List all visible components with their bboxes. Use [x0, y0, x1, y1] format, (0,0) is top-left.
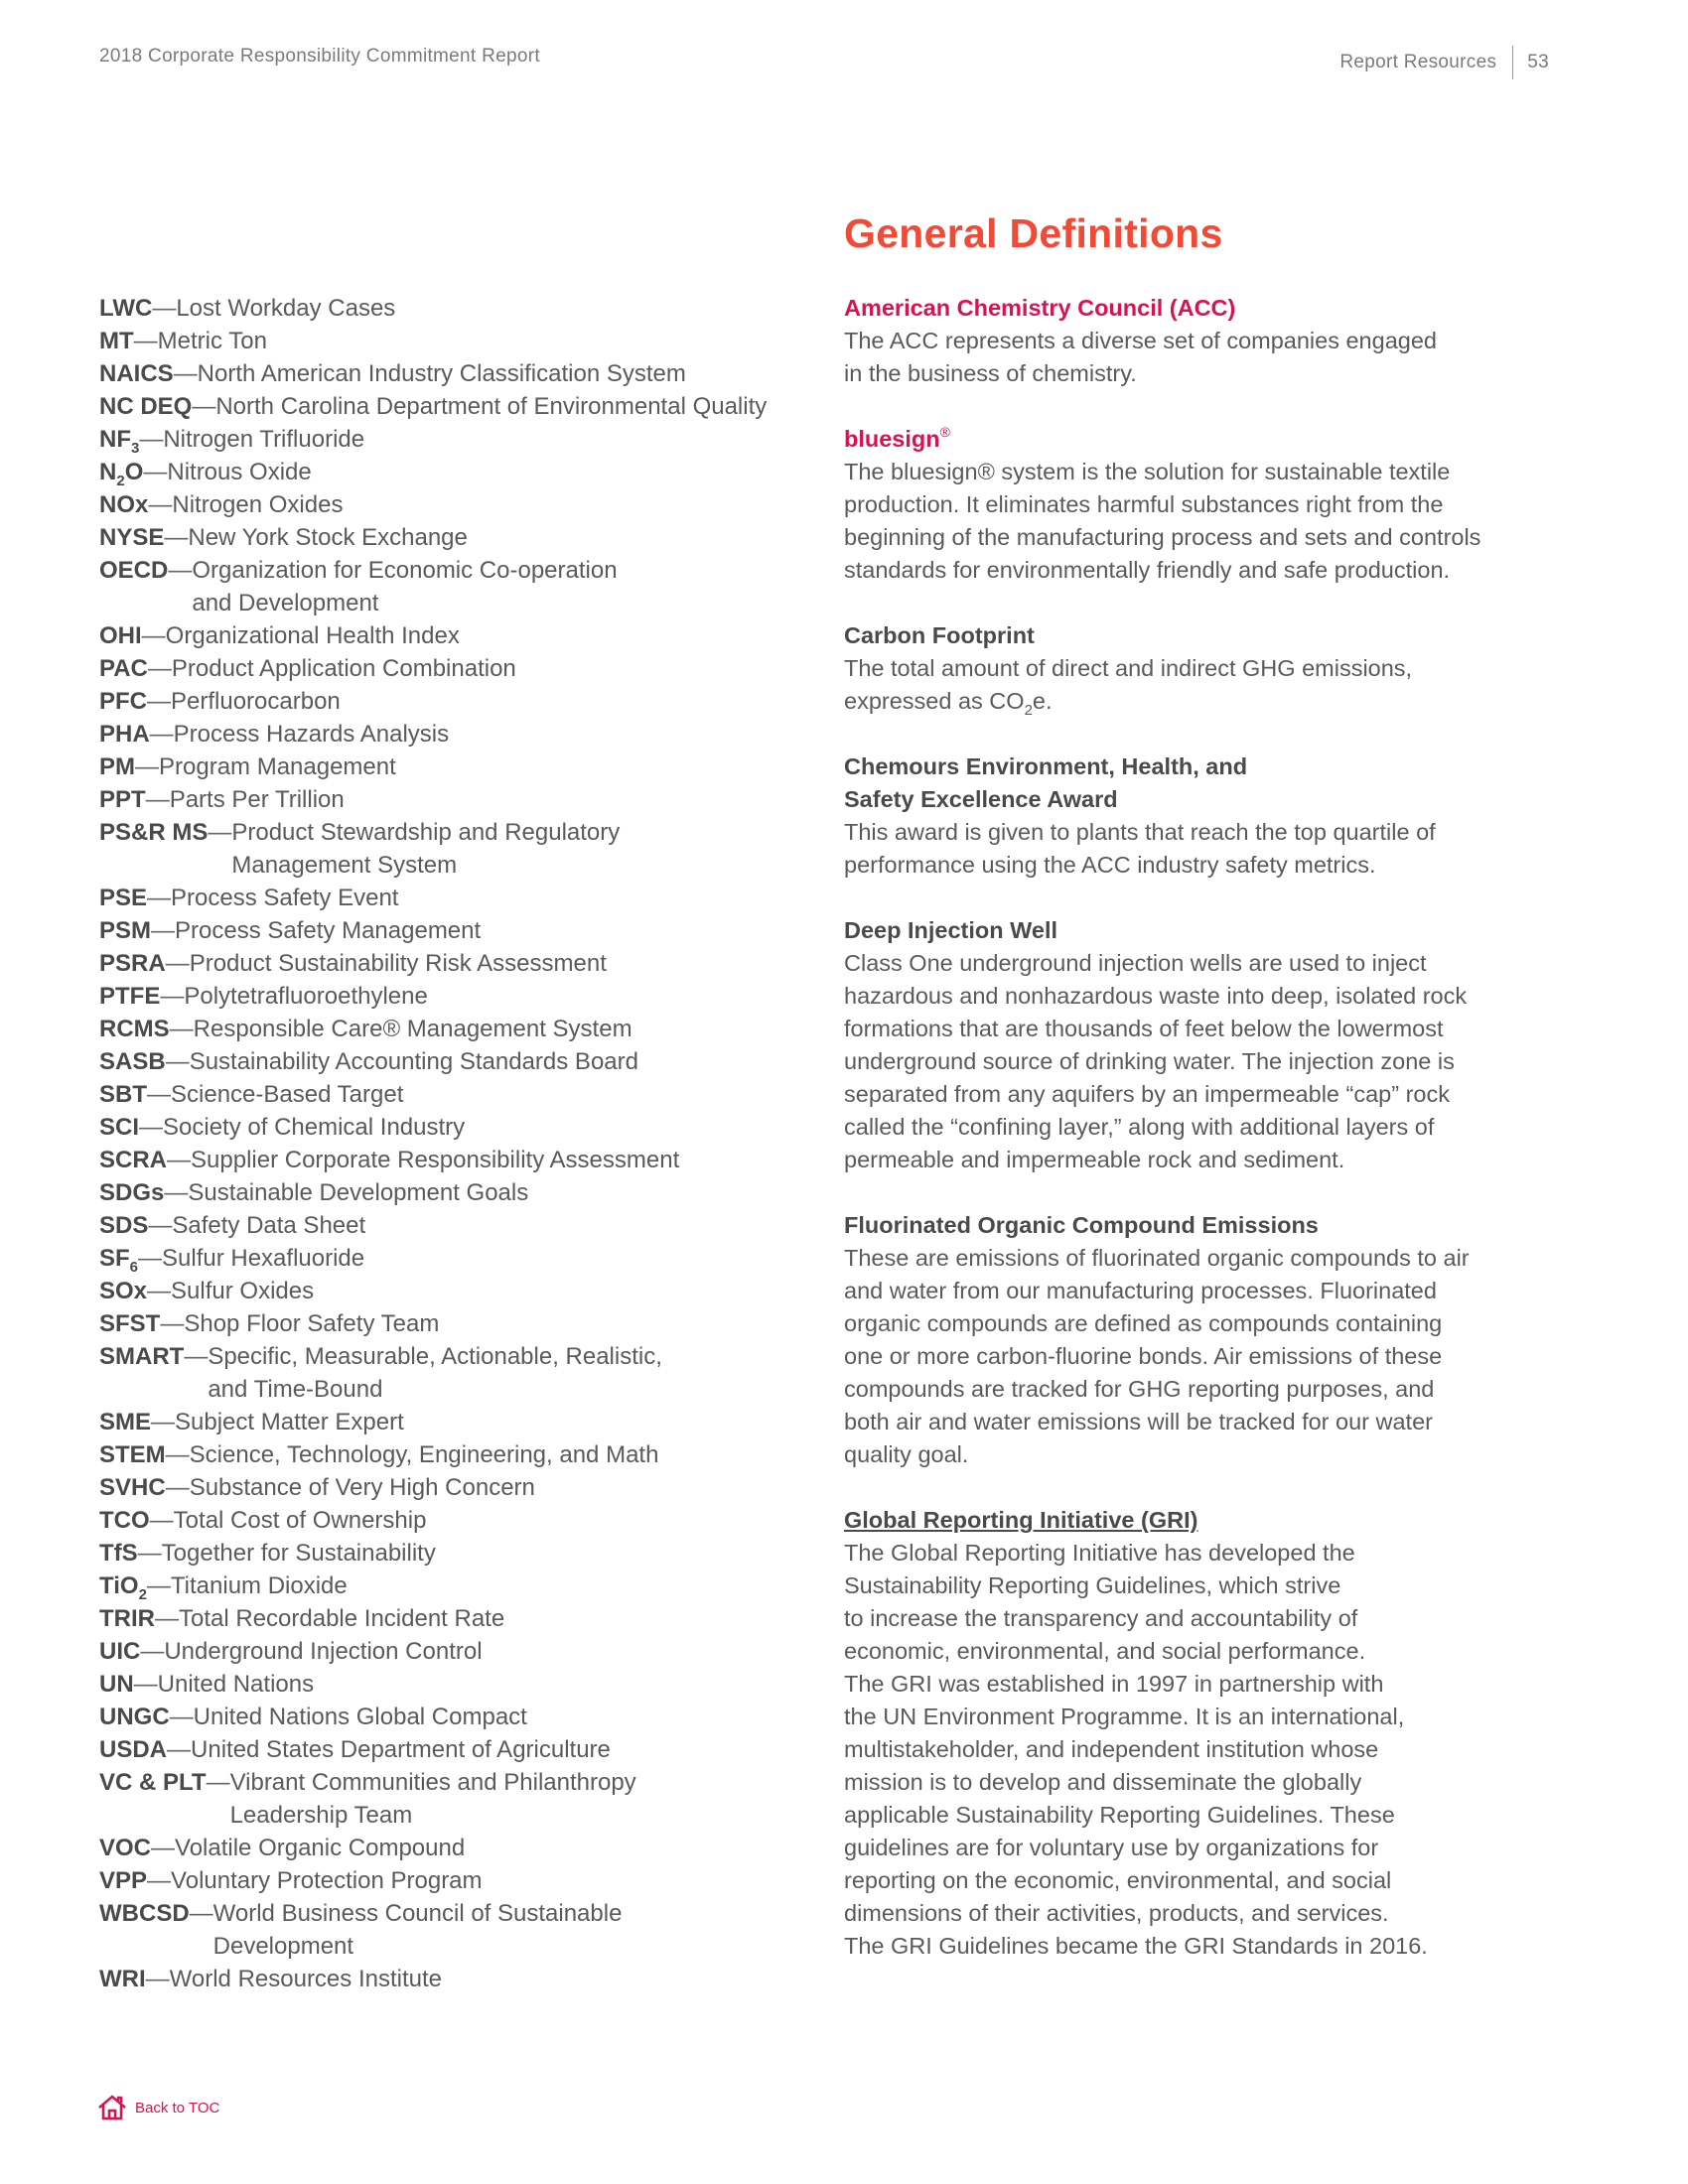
acronym-list: [99, 292, 767, 1995]
header-divider: [1512, 46, 1513, 79]
em-dash: —: [206, 1769, 230, 1796]
em-dash: —: [168, 557, 193, 584]
acronym-definition: Supplier Corporate Responsibility Assessment: [191, 1147, 680, 1173]
acronym-item: [99, 1209, 767, 1242]
acronym-abbr: [99, 1078, 147, 1111]
acronym-subscript: 2: [116, 473, 125, 489]
acronym-definition: Product Application Combination: [171, 655, 516, 682]
acronym-definition: North American Industry Classification System: [197, 360, 686, 387]
definition-body: [844, 456, 1559, 587]
body-text: The ACC represents a diverse set of companies engaged in the business of chemistry.: [844, 328, 1437, 386]
acronym-subscript: 3: [131, 440, 140, 457]
acronym-item: [99, 488, 767, 521]
definition-body: [844, 1537, 1559, 1963]
em-dash: —: [147, 655, 172, 682]
report-title: 2018 Corporate Responsibility Commitment Report: [99, 46, 540, 67]
acronym-abbr: [99, 521, 164, 554]
acronym-item: [99, 325, 767, 357]
acronym-subscript: 6: [129, 1259, 139, 1276]
em-dash: —: [151, 1835, 176, 1861]
acronym-abbr: [99, 652, 148, 685]
acronym-text: MT: [99, 328, 134, 354]
acronym-text: NAICS: [99, 360, 174, 387]
definition-term: [844, 751, 1559, 816]
acronym-abbr: [99, 619, 142, 652]
acronym-definition: New York Stock Exchange: [188, 524, 468, 551]
acronym-abbr: [99, 783, 146, 816]
em-dash: —: [139, 426, 164, 453]
acronym-text: OHI: [99, 622, 142, 649]
definition-entry: [844, 914, 1559, 1176]
acronym-text: SDGs: [99, 1179, 165, 1206]
acronym-abbr: [99, 456, 143, 488]
acronym-abbr: [99, 1504, 150, 1537]
definition-entry: [844, 751, 1559, 882]
em-dash: —: [192, 393, 216, 420]
acronym-definition: Underground Injection Control: [164, 1638, 483, 1665]
acronym-abbr: [99, 292, 152, 325]
acronym-text: SVHC: [99, 1474, 166, 1501]
definition-body: [844, 1242, 1559, 1471]
acronym-text: TCO: [99, 1507, 150, 1534]
acronym-text: SOx: [99, 1278, 148, 1304]
acronym-item: [99, 751, 767, 783]
acronym-definition: North Carolina Department of Environmental Quality: [215, 393, 768, 420]
acronym-text: OECD: [99, 557, 169, 584]
acronym-definition: Vibrant Communities and Philanthropy Leadership Team: [229, 1769, 636, 1829]
acronym-definition: Titanium Dioxide: [170, 1572, 348, 1599]
em-dash: —: [147, 1081, 171, 1108]
acronym-abbr: [99, 1766, 207, 1832]
acronym-definition: Metric Ton: [157, 328, 267, 354]
acronym-item: [99, 1013, 767, 1045]
acronym-definition: Subject Matter Expert: [175, 1409, 404, 1435]
acronym-definition: Process Safety Event: [171, 885, 399, 911]
acronym-abbr: [99, 1144, 167, 1176]
acronym-item: [99, 718, 767, 751]
acronym-item: [99, 1144, 767, 1176]
acronym-item: [99, 1111, 767, 1144]
acronym-item: [99, 1963, 767, 1995]
em-dash: —: [165, 1441, 190, 1468]
acronym-item: [99, 816, 767, 882]
acronym-text-after: O: [124, 459, 144, 485]
body-text: Class One underground injection wells are used to inject hazardous and nonhazardous waste into deep, isolated rock formations that are thousands of feet below the lowermost underground source of drinking water. The injection zone is separated from any aquifers by an impermeable “cap” rock called the “confining layer,” along with additional layers of permeable and impermeable rock and sediment.: [844, 950, 1468, 1172]
acronym-item: [99, 521, 767, 554]
definition-body: [844, 816, 1559, 882]
acronym-abbr: [99, 718, 150, 751]
body-text: This award is given to plants that reach the top quartile of performance using the ACC industry safety metrics.: [844, 819, 1436, 878]
acronym-abbr: [99, 1701, 170, 1733]
acronym-text: SCI: [99, 1114, 140, 1141]
acronym-item: [99, 980, 767, 1013]
acronym-abbr: [99, 882, 147, 914]
acronym-text: WRI: [99, 1966, 146, 1992]
acronym-definition: Parts Per Trillion: [169, 786, 345, 813]
acronym-text: VOC: [99, 1835, 152, 1861]
acronym-item: [99, 619, 767, 652]
acronym-text: SME: [99, 1409, 152, 1435]
em-dash: —: [147, 1867, 172, 1894]
em-dash: —: [135, 753, 159, 780]
acronym-definition: Lost Workday Cases: [176, 295, 396, 322]
acronym-item: [99, 554, 767, 619]
acronym-definition: Organization for Economic Co-operation and Development: [192, 557, 618, 616]
acronym-abbr: [99, 1045, 166, 1078]
acronym-text: TRIR: [99, 1605, 155, 1632]
em-dash: —: [133, 328, 158, 354]
acronym-abbr: [99, 325, 134, 357]
em-dash: —: [208, 819, 232, 846]
em-dash: —: [147, 885, 172, 911]
acronym-definition: Safety Data Sheet: [172, 1212, 366, 1239]
acronym-abbr: [99, 1340, 184, 1406]
acronym-item: [99, 456, 767, 488]
em-dash: —: [160, 1310, 185, 1337]
acronym-definition: Science-Based Target: [171, 1081, 404, 1108]
acronym-item: [99, 1701, 767, 1733]
definition-body: [844, 325, 1559, 390]
em-dash: —: [147, 1278, 172, 1304]
acronym-definition: Perfluorocarbon: [171, 688, 341, 715]
acronym-abbr: [99, 1635, 140, 1668]
em-dash: —: [155, 1605, 179, 1632]
em-dash: —: [137, 1540, 162, 1567]
acronym-item: [99, 1832, 767, 1864]
em-dash: —: [173, 360, 198, 387]
acronym-item: [99, 1471, 767, 1504]
definition-entry: [844, 619, 1559, 718]
acronym-item: [99, 947, 767, 980]
acronym-item: [99, 685, 767, 718]
em-dash: —: [146, 1572, 171, 1599]
acronym-text: PSM: [99, 917, 152, 944]
acronym-text: NC DEQ: [99, 393, 193, 420]
em-dash: —: [145, 1966, 170, 1992]
definition-term: [844, 1209, 1559, 1242]
section-label: Report Resources: [1339, 52, 1497, 72]
acronym-abbr: [99, 1176, 164, 1209]
em-dash: —: [165, 1048, 190, 1075]
acronym-abbr: [99, 1209, 148, 1242]
em-dash: —: [169, 1016, 194, 1042]
term-text: Carbon Footprint: [844, 622, 1035, 648]
acronym-abbr: [99, 1897, 190, 1963]
acronym-item: [99, 423, 767, 456]
definition-term[interactable]: [844, 1504, 1559, 1537]
acronym-abbr: [99, 914, 151, 947]
acronym-abbr: [99, 1864, 147, 1897]
acronym-item: [99, 1668, 767, 1701]
acronym-item: [99, 292, 767, 325]
acronym-definition: Total Cost of Ownership: [173, 1507, 427, 1534]
acronym-text: NYSE: [99, 524, 165, 551]
acronym-item: [99, 1504, 767, 1537]
acronym-text: SCRA: [99, 1147, 168, 1173]
acronym-text: NF: [99, 426, 131, 453]
acronym-abbr: [99, 1307, 160, 1340]
definition-term: [844, 619, 1559, 652]
acronym-definition: Specific, Measurable, Actionable, Realistic, and Time-Bound: [208, 1343, 662, 1403]
term-text: bluesign: [844, 426, 940, 452]
acronym-definition: Shop Floor Safety Team: [184, 1310, 440, 1337]
acronym-definition: Sulfur Oxides: [171, 1278, 315, 1304]
acronym-definition: Nitrogen Oxides: [172, 491, 344, 518]
definition-entry: [844, 423, 1559, 587]
acronym-abbr: [99, 751, 135, 783]
acronym-text: PM: [99, 753, 135, 780]
definitions-list: [844, 292, 1559, 1995]
acronym-abbr: [99, 1963, 146, 1995]
acronym-item: [99, 1438, 767, 1471]
acronym-definition: United Nations Global Compact: [193, 1704, 527, 1730]
acronym-text: PFC: [99, 688, 147, 715]
acronym-definition: World Business Council of Sustainable Development: [212, 1900, 623, 1960]
acronym-text: SF: [99, 1245, 130, 1272]
em-dash: —: [189, 1900, 213, 1927]
acronym-text: TiO: [99, 1572, 139, 1599]
definition-term: [844, 423, 1559, 456]
acronym-definition: Process Safety Management: [175, 917, 482, 944]
acronym-text: SMART: [99, 1343, 185, 1370]
acronym-definition: Organizational Health Index: [165, 622, 460, 649]
acronym-item: [99, 1275, 767, 1307]
acronym-item: [99, 1766, 767, 1832]
acronym-item: [99, 1864, 767, 1897]
acronym-abbr: [99, 1537, 138, 1570]
acronym-definition: Process Hazards Analysis: [173, 721, 450, 748]
acronym-item: [99, 1897, 767, 1963]
acronym-text: SBT: [99, 1081, 147, 1108]
acronym-definition: Society of Chemical Industry: [163, 1114, 466, 1141]
acronym-abbr: [99, 423, 139, 456]
acronym-definition: Nitrogen Trifluoride: [163, 426, 365, 453]
term-text: Chemours Environment, Health, and Safety Excellence Award: [844, 753, 1248, 812]
body-text: The bluesign® system is the solution for sustainable textile production. It eliminates harmful substances right from the beginning of the manufacturing process and sets and controls standards for environmentally friendly and safe production.: [844, 459, 1481, 583]
back-to-toc-link[interactable]: [97, 2095, 219, 2120]
em-dash: —: [151, 917, 176, 944]
em-dash: —: [133, 1671, 158, 1698]
definition-body: [844, 652, 1559, 718]
acronym-abbr: [99, 1242, 138, 1275]
acronym-text: VPP: [99, 1867, 148, 1894]
acronym-item: [99, 652, 767, 685]
acronym-item: [99, 357, 767, 390]
em-dash: —: [167, 1147, 192, 1173]
acronym-item: [99, 1307, 767, 1340]
acronym-item: [99, 1570, 767, 1602]
acronym-abbr: [99, 816, 208, 882]
acronym-definition: Program Management: [159, 753, 396, 780]
definition-term: [844, 914, 1559, 947]
acronym-definition: Sulfur Hexafluoride: [162, 1245, 365, 1272]
em-dash: —: [151, 1409, 176, 1435]
em-dash: —: [169, 1704, 194, 1730]
acronym-item: [99, 783, 767, 816]
acronym-item: [99, 1602, 767, 1635]
acronym-definition: Science, Technology, Engineering, and Math: [189, 1441, 659, 1468]
acronym-text: UNGC: [99, 1704, 170, 1730]
acronym-text: VC & PLT: [99, 1769, 207, 1796]
back-to-toc-label: Back to TOC: [135, 2099, 220, 2116]
acronym-definition: United States Department of Agriculture: [191, 1736, 611, 1763]
acronym-text: SDS: [99, 1212, 149, 1239]
definition-entry: [844, 292, 1559, 390]
acronym-item: [99, 914, 767, 947]
em-dash: —: [165, 950, 190, 977]
body-text: The total amount of direct and indirect GHG emissions, expressed as CO: [844, 655, 1413, 714]
definition-entry: [844, 1209, 1559, 1471]
definition-entry: [844, 1504, 1559, 1963]
acronym-item: [99, 1406, 767, 1438]
acronym-abbr: [99, 1438, 166, 1471]
acronym-abbr: [99, 1013, 170, 1045]
em-dash: —: [145, 786, 170, 813]
em-dash: —: [139, 1114, 164, 1141]
em-dash: —: [140, 1638, 165, 1665]
acronym-subscript: 2: [138, 1586, 147, 1603]
home-icon: [97, 2095, 127, 2120]
acronym-definition: Sustainable Development Goals: [188, 1179, 529, 1206]
acronym-definition: Nitrous Oxide: [167, 459, 312, 485]
definition-term: [844, 292, 1559, 325]
acronym-abbr: [99, 1733, 167, 1766]
body-text: These are emissions of fluorinated organic compounds to air and water from our manufacturing processes. Fluorinated organic compounds are defined as compounds containing one or more carbon-fluorine bonds. Air emissions of these compounds are tracked for GHG reporting purposes, and both air and water emissions will be tracked for our water quality goal.: [844, 1245, 1470, 1467]
acronym-text: PSRA: [99, 950, 166, 977]
page-number: 53: [1527, 52, 1549, 72]
acronym-text: LWC: [99, 295, 153, 322]
acronym-item: [99, 882, 767, 914]
em-dash: —: [152, 295, 177, 322]
acronym-abbr: [99, 980, 160, 1013]
acronym-item: [99, 1242, 767, 1275]
acronym-text: TfS: [99, 1540, 138, 1567]
acronym-definition: Sustainability Accounting Standards Board: [189, 1048, 638, 1075]
acronym-definition: World Resources Institute: [169, 1966, 442, 1992]
acronym-text: WBCSD: [99, 1900, 190, 1927]
em-dash: —: [148, 491, 173, 518]
em-dash: —: [160, 983, 185, 1010]
acronym-text: UN: [99, 1671, 134, 1698]
term-text: Global Reporting Initiative (GRI): [844, 1507, 1198, 1533]
acronym-text: UIC: [99, 1638, 141, 1665]
acronym-definition: Responsible Care® Management System: [193, 1016, 633, 1042]
acronym-text: RCMS: [99, 1016, 170, 1042]
acronym-abbr: [99, 1570, 147, 1602]
acronym-item: [99, 1045, 767, 1078]
acronym-abbr: [99, 1406, 151, 1438]
acronym-abbr: [99, 1111, 139, 1144]
em-dash: —: [143, 459, 168, 485]
term-text: Deep Injection Well: [844, 917, 1058, 943]
acronym-item: [99, 1537, 767, 1570]
definition-body: [844, 947, 1559, 1176]
acronym-text: SFST: [99, 1310, 161, 1337]
em-dash: —: [184, 1343, 209, 1370]
body-subscript: 2: [1024, 702, 1033, 719]
page-header-right: [1339, 46, 1549, 79]
acronym-abbr: [99, 357, 174, 390]
acronym-item: [99, 1176, 767, 1209]
acronym-abbr: [99, 685, 147, 718]
acronym-definition: United Nations: [157, 1671, 315, 1698]
acronym-text: SASB: [99, 1048, 166, 1075]
acronym-item: [99, 390, 767, 423]
acronym-text: PS&R MS: [99, 819, 209, 846]
acronym-abbr: [99, 1668, 134, 1701]
acronym-text: USDA: [99, 1736, 168, 1763]
acronym-definition: Voluntary Protection Program: [171, 1867, 483, 1894]
acronym-item: [99, 1733, 767, 1766]
body-text-after: e.: [1032, 688, 1053, 714]
em-dash: —: [141, 622, 166, 649]
acronym-abbr: [99, 1832, 151, 1864]
acronym-text: PAC: [99, 655, 148, 682]
em-dash: —: [167, 1736, 192, 1763]
acronym-abbr: [99, 1275, 147, 1307]
em-dash: —: [147, 688, 171, 715]
page-heading: General Definitions: [844, 210, 1223, 256]
acronym-abbr: [99, 947, 166, 980]
acronym-definition: Product Sustainability Risk Assessment: [189, 950, 607, 977]
acronym-abbr: [99, 390, 192, 423]
term-text: Fluorinated Organic Compound Emissions: [844, 1212, 1319, 1238]
em-dash: —: [165, 1474, 190, 1501]
body-text: The Global Reporting Initiative has developed the Sustainability Reporting Guidelines, which strive to increase the transparency and accountability of economic, environmental, and social performance. The GRI was established in 1997 in partnership with the UN Environment Programme. It is an international, multistakeholder, and independent institution whose mission is to develop and disseminate the globally applicable Sustainability Reporting Guidelines. These guidelines are for voluntary use by organizations for reporting on the economic, environmental, and social dimensions of their activities, products, and services. The GRI Guidelines became the GRI Standards in 2016.: [844, 1540, 1428, 1959]
acronym-item: [99, 1635, 767, 1668]
em-dash: —: [164, 1179, 189, 1206]
acronym-abbr: [99, 488, 148, 521]
registered-mark: ®: [939, 424, 950, 440]
acronym-text: NOx: [99, 491, 149, 518]
acronym-definition: Product Stewardship and Regulatory Management System: [231, 819, 621, 879]
acronym-item: [99, 1078, 767, 1111]
acronym-text: STEM: [99, 1441, 166, 1468]
acronym-definition: Substance of Very High Concern: [189, 1474, 535, 1501]
acronym-text: PPT: [99, 786, 146, 813]
acronym-abbr: [99, 1471, 166, 1504]
acronym-text: PTFE: [99, 983, 161, 1010]
acronym-abbr: [99, 1602, 155, 1635]
acronym-definition: Total Recordable Incident Rate: [179, 1605, 505, 1632]
em-dash: —: [148, 1212, 173, 1239]
term-text: American Chemistry Council (ACC): [844, 295, 1236, 321]
em-dash: —: [138, 1245, 163, 1272]
em-dash: —: [149, 1507, 174, 1534]
acronym-text: N: [99, 459, 117, 485]
acronym-definition: Volatile Organic Compound: [175, 1835, 466, 1861]
acronym-text: PSE: [99, 885, 148, 911]
acronym-text: PHA: [99, 721, 150, 748]
acronym-item: [99, 1340, 767, 1406]
acronym-definition: Polytetrafluoroethylene: [184, 983, 428, 1010]
acronym-definition: Together for Sustainability: [161, 1540, 436, 1567]
em-dash: —: [164, 524, 189, 551]
em-dash: —: [149, 721, 174, 748]
acronym-abbr: [99, 554, 168, 619]
